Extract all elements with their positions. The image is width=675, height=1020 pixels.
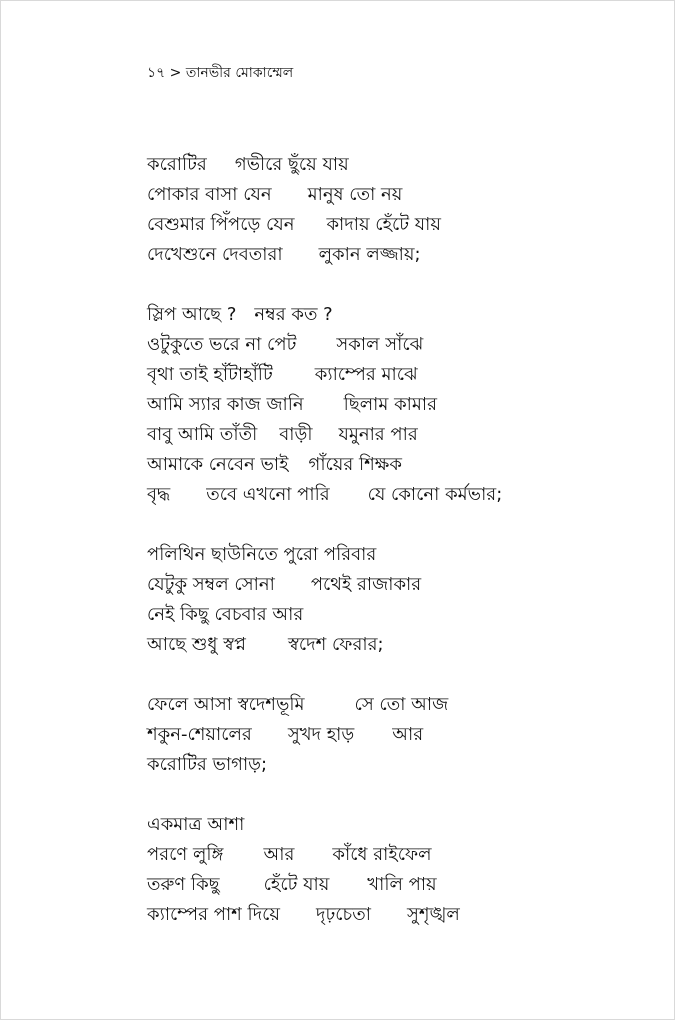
stanza xyxy=(147,690,627,780)
poem-phrase: সকাল সাঁঝে xyxy=(336,334,424,355)
poem-phrase: সুখদ হাড় xyxy=(287,724,355,745)
poem-line xyxy=(147,330,627,360)
poem-phrase: আর xyxy=(263,844,295,865)
poem-phrase: তরুণ কিছু xyxy=(147,874,220,895)
poem-line xyxy=(147,600,627,630)
poem-line xyxy=(147,630,627,660)
poem-line xyxy=(147,810,627,840)
poem-phrase: তবে এখনো পারি xyxy=(206,484,330,505)
poem-phrase: লুকান লজ্জায়; xyxy=(318,244,421,265)
poem-phrase: পরণে লুঙ্গি xyxy=(147,844,224,865)
poem-phrase: আমি স্যার কাজ জানি xyxy=(147,394,304,415)
poem-phrase: খালি পায় xyxy=(367,874,437,895)
page-header xyxy=(147,63,293,83)
poem-phrase: ক্যাম্পের মাঝে xyxy=(314,364,418,385)
poem-phrase: বৃথা তাই হাঁটাহাঁটি xyxy=(147,364,273,385)
poem-phrase: একমাত্র আশা xyxy=(147,814,245,835)
poem-phrase: আমাকে নেবেন ভাই xyxy=(147,454,289,475)
poem-phrase: ফেলে আসা স্বদেশভূমি xyxy=(147,694,305,715)
poem xyxy=(147,150,627,960)
poem-phrase: বেশুমার পিঁপড়ে যেন xyxy=(147,214,295,235)
poem-line xyxy=(147,900,627,930)
poem-phrase: আছে শুধু স্বপ্ন xyxy=(147,634,246,655)
poem-phrase: শকুন-শেয়ালের xyxy=(147,724,252,745)
poem-line xyxy=(147,480,627,510)
poem-line xyxy=(147,870,627,900)
poem-line xyxy=(147,540,627,570)
poem-phrase: সুশৃঙ্খল xyxy=(406,904,460,925)
poem-line xyxy=(147,420,627,450)
poem-phrase: বাবু আমি তাঁতী xyxy=(147,424,258,445)
poem-line xyxy=(147,240,627,270)
stanza xyxy=(147,150,627,270)
poem-phrase: যমুনার পার xyxy=(338,424,418,445)
poem-phrase: পথেই রাজাকার xyxy=(310,574,422,595)
poem-phrase: দৃঢ়চেতা xyxy=(316,904,371,925)
stanza xyxy=(147,300,627,510)
poem-phrase: পলিথিন ছাউনিতে পুরো পরিবার xyxy=(147,544,377,565)
stanza xyxy=(147,810,627,930)
stanza xyxy=(147,540,627,660)
poem-phrase: আর xyxy=(392,724,424,745)
poem-line xyxy=(147,570,627,600)
poem-line xyxy=(147,360,627,390)
poem-line xyxy=(147,180,627,210)
poem-line xyxy=(147,690,627,720)
poem-phrase: কাদায় হেঁটে যায় xyxy=(326,214,441,235)
poem-phrase: ক্যাম্পের পাশ দিয়ে xyxy=(147,904,280,925)
poem-phrase: সে তো আজ xyxy=(354,694,449,715)
poem-phrase: করোটির xyxy=(147,154,207,175)
poem-line xyxy=(147,840,627,870)
poem-phrase: দেখেশুনে দেবতারা xyxy=(147,244,283,265)
poem-phrase: যে কোনো কর্মভার; xyxy=(367,484,503,505)
poem-phrase: ছিলাম কামার xyxy=(343,394,438,415)
poem-phrase: বাড়ী xyxy=(279,424,313,445)
poem-phrase: গাঁয়ের শিক্ষক xyxy=(308,454,402,475)
poem-phrase: মানুষ তো নয় xyxy=(307,184,403,205)
poem-phrase: নেই কিছু বেচবার আর xyxy=(147,604,304,625)
poem-phrase: কাঁধে রাইফেল xyxy=(332,844,432,865)
poem-phrase: গভীরে ছুঁয়ে যায় xyxy=(234,154,349,175)
poem-phrase: স্বদেশ ফেরার; xyxy=(287,634,384,655)
poem-phrase: করোটির ভাগাড়; xyxy=(147,754,268,775)
poem-phrase: হেঁটে যায় xyxy=(263,874,330,895)
poem-line xyxy=(147,450,627,480)
poem-line xyxy=(147,150,627,180)
poem-phrase: বৃদ্ধ xyxy=(147,484,171,505)
poem-line xyxy=(147,300,627,330)
poem-phrase: ওটুকুতে ভরে না পেট xyxy=(147,334,297,355)
poem-phrase: নম্বর কত ? xyxy=(254,304,333,325)
poem-line xyxy=(147,720,627,750)
poem-line xyxy=(147,210,627,240)
poem-line xyxy=(147,750,627,780)
poem-phrase: স্লিপ আছে ? xyxy=(147,304,237,325)
poem-phrase: পোকার বাসা যেন xyxy=(147,184,272,205)
poem-phrase: যেটুকু সম্বল সোনা xyxy=(147,574,275,595)
poem-line xyxy=(147,390,627,420)
page-number-and-author: ১৭ > তানভীর মোকাম্মেল xyxy=(147,65,294,81)
